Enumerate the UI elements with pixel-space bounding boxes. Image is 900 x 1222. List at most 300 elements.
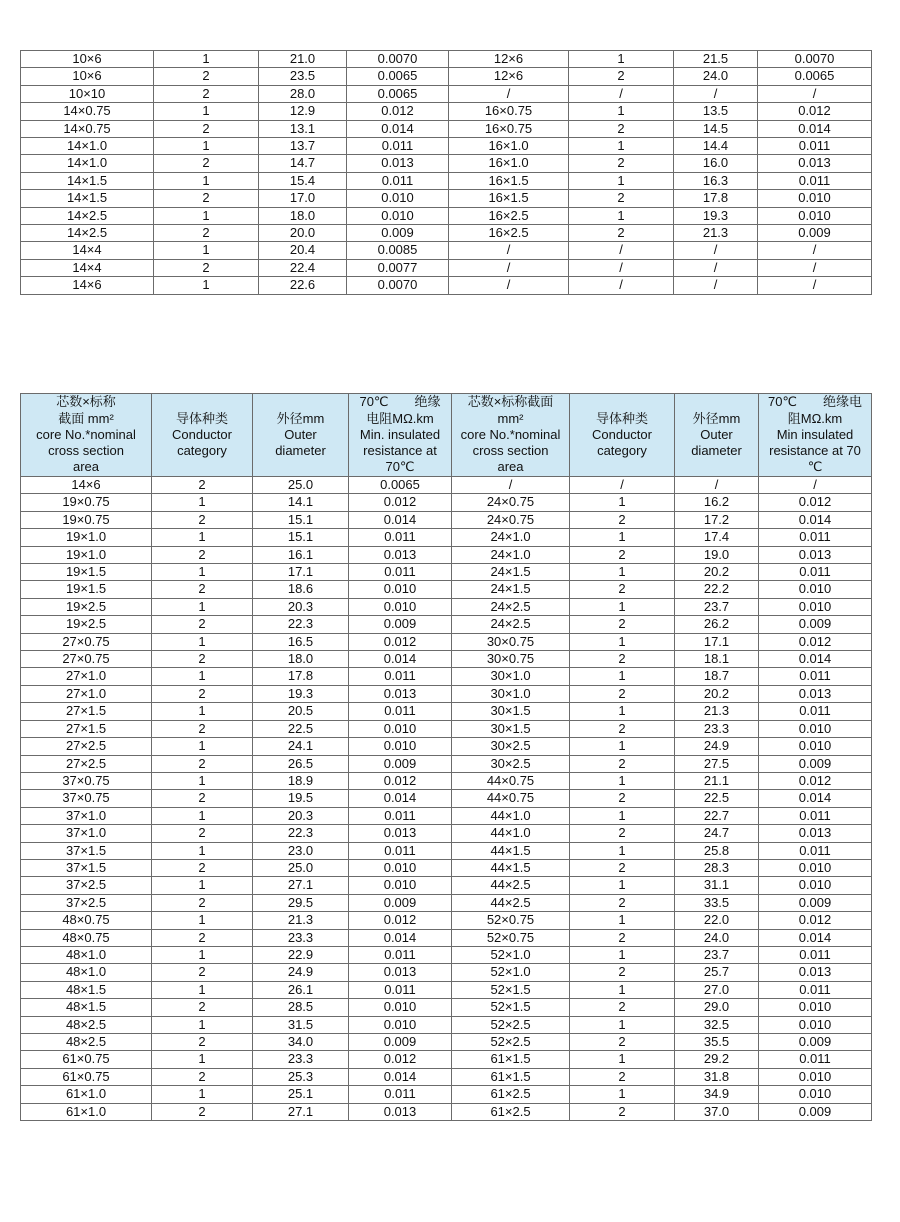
table-cell: 0.011	[759, 981, 872, 998]
table-cell: 23.7	[675, 946, 759, 963]
table-cell: 14×0.75	[21, 120, 154, 137]
table-cell: 1	[152, 564, 253, 581]
table-cell: 16×2.5	[449, 207, 569, 224]
table-cell: 0.0070	[347, 277, 449, 294]
table-row	[21, 720, 872, 737]
table-cell: 25.0	[253, 477, 349, 494]
column-header-line: area	[497, 459, 524, 475]
table-cell: 27×2.5	[21, 738, 152, 755]
table-cell: 2	[152, 859, 253, 876]
column-header-line: diameter	[691, 443, 742, 459]
column-header	[349, 394, 452, 477]
table-row	[21, 564, 872, 581]
table-cell: 2	[570, 1068, 675, 1085]
table-cell: 0.009	[758, 225, 872, 242]
column-header	[452, 394, 570, 477]
column-header-line: ℃	[807, 459, 823, 475]
table-row	[21, 51, 872, 68]
table-cell: 0.014	[347, 120, 449, 137]
table-cell: 2	[152, 964, 253, 981]
table-cell: 22.0	[675, 912, 759, 929]
table-cell: 2	[570, 1103, 675, 1120]
table-row	[21, 225, 872, 242]
table-row	[21, 772, 872, 789]
table-cell: 23.3	[675, 720, 759, 737]
table-cell: 14×4	[21, 259, 154, 276]
table-cell: 2	[570, 511, 675, 528]
table-cell: 1	[152, 598, 253, 615]
table-cell: 0.011	[759, 703, 872, 720]
table-cell: 1	[152, 1051, 253, 1068]
table-cell: 0.013	[349, 1103, 452, 1120]
column-header-line: Min insulated	[776, 426, 854, 442]
table-cell: 44×2.5	[452, 894, 570, 911]
table-cell: 1	[152, 703, 253, 720]
table-cell: 30×2.5	[452, 738, 570, 755]
table-cell: 27.1	[253, 1103, 349, 1120]
table-cell: 24.0	[675, 929, 759, 946]
table-cell: 20.2	[675, 685, 759, 702]
table-cell: 0.009	[759, 755, 872, 772]
table-cell: 61×2.5	[452, 1103, 570, 1120]
table-cell: /	[758, 259, 872, 276]
table-cell: 0.013	[347, 155, 449, 172]
table-cell: 21.3	[675, 703, 759, 720]
table-cell: 16.2	[675, 494, 759, 511]
table-cell: 37×1.5	[21, 842, 152, 859]
column-header-line: 70℃ 绝缘	[359, 394, 441, 410]
table-cell: 0.010	[759, 581, 872, 598]
table-cell: 12×6	[449, 68, 569, 85]
column-header-line: 芯数×标称	[56, 394, 116, 410]
table-cell: 13.7	[259, 138, 347, 155]
table-row	[21, 790, 872, 807]
table-cell: 27.5	[675, 755, 759, 772]
table-cell: 0.011	[349, 529, 452, 546]
table-cell: 23.0	[253, 842, 349, 859]
table-cell: 48×1.5	[21, 999, 152, 1016]
table-cell: 35.5	[675, 1034, 759, 1051]
table-cell: 1	[152, 807, 253, 824]
table-cell: 14×1.5	[21, 190, 154, 207]
table-cell: 2	[152, 511, 253, 528]
table-cell: 0.013	[759, 546, 872, 563]
table-cell: 25.8	[675, 842, 759, 859]
column-header-line: 70℃ 绝缘电	[767, 394, 863, 410]
table-cell: 0.0070	[758, 51, 872, 68]
table-cell: 14×2.5	[21, 225, 154, 242]
table-cell: 23.3	[253, 1051, 349, 1068]
table-cell: 0.013	[759, 685, 872, 702]
table-cell: 24×1.0	[452, 529, 570, 546]
table-cell: 48×1.0	[21, 946, 152, 963]
table-cell: /	[449, 259, 569, 276]
column-header-line: Outer	[284, 426, 317, 442]
table-cell: 1	[570, 981, 675, 998]
table-cell: 18.7	[675, 668, 759, 685]
table-cell: 1	[570, 877, 675, 894]
column-header-line: 外径mm	[692, 410, 741, 426]
table-cell: 2	[154, 190, 259, 207]
table-cell: 37×0.75	[21, 790, 152, 807]
table-cell: 0.010	[759, 1016, 872, 1033]
table-cell: 21.3	[674, 225, 758, 242]
table-cell: 30×0.75	[452, 633, 570, 650]
table-cell: 13.5	[674, 103, 758, 120]
table-row	[21, 120, 872, 137]
table-cell: 0.010	[758, 207, 872, 224]
table-cell: 29.0	[675, 999, 759, 1016]
table-cell: 1	[152, 946, 253, 963]
table-cell: 21.0	[259, 51, 347, 68]
table-cell: 2	[152, 1034, 253, 1051]
table-cell: 21.5	[674, 51, 758, 68]
table-cell: 37×1.0	[21, 825, 152, 842]
table-cell: /	[759, 477, 872, 494]
table-cell: 18.0	[259, 207, 347, 224]
table-cell: 0.012	[349, 1051, 452, 1068]
column-header	[759, 394, 872, 477]
table-cell: /	[570, 477, 675, 494]
column-header-line: resistance at	[363, 443, 437, 459]
table-row	[21, 1051, 872, 1068]
table-cell: 2	[570, 790, 675, 807]
table-row	[21, 581, 872, 598]
table-cell: 27×1.0	[21, 685, 152, 702]
table-cell: 23.7	[675, 598, 759, 615]
table-cell: 16×1.0	[449, 138, 569, 155]
table-cell: 19.3	[674, 207, 758, 224]
table-cell: /	[452, 477, 570, 494]
table-main-body	[21, 477, 872, 1121]
table-cell: 0.0070	[347, 51, 449, 68]
table-cell: 16×1.5	[449, 190, 569, 207]
table-cell: 2	[570, 546, 675, 563]
table-cell: 28.5	[253, 999, 349, 1016]
table-cell: 1	[154, 51, 259, 68]
column-header-line: category	[597, 443, 647, 459]
table-cell: 1	[570, 529, 675, 546]
table-cell: 44×1.0	[452, 825, 570, 842]
table-cell: 44×2.5	[452, 877, 570, 894]
table-cell: 30×1.5	[452, 703, 570, 720]
table-cell: 0.012	[759, 912, 872, 929]
table-cell: 25.7	[675, 964, 759, 981]
table-cell: 0.0065	[347, 85, 449, 102]
table-cell: 0.013	[349, 964, 452, 981]
table-cell: 22.4	[259, 259, 347, 276]
table-cell: 19.0	[675, 546, 759, 563]
table-cell: 17.0	[259, 190, 347, 207]
table-cell: 0.012	[347, 103, 449, 120]
column-header-line: 阻MΩ.km	[787, 410, 843, 426]
table-cell: 0.0085	[347, 242, 449, 259]
table-cell: 0.010	[349, 598, 452, 615]
table-cell: /	[569, 259, 674, 276]
table-cell: 27×0.75	[21, 633, 152, 650]
table-cell: 2	[152, 929, 253, 946]
table-cell: /	[674, 85, 758, 102]
table-cell: 31.1	[675, 877, 759, 894]
table-cell: 0.011	[349, 1086, 452, 1103]
table-row	[21, 1068, 872, 1085]
column-header-line: resistance at 70	[769, 443, 861, 459]
column-header-line: category	[177, 443, 227, 459]
table-cell: 24×0.75	[452, 511, 570, 528]
table-cell: 2	[570, 720, 675, 737]
table-cell: 1	[152, 1016, 253, 1033]
table-cell: 0.010	[759, 720, 872, 737]
table-cell: 29.2	[675, 1051, 759, 1068]
table-row	[21, 981, 872, 998]
table-cell: 48×1.5	[21, 981, 152, 998]
column-header	[675, 394, 759, 477]
table-cell: 1	[570, 738, 675, 755]
table-cell: 0.010	[759, 877, 872, 894]
table-cell: 0.010	[759, 999, 872, 1016]
table-cell: 0.011	[759, 842, 872, 859]
column-header-line: 外径mm	[276, 410, 325, 426]
table-row	[21, 242, 872, 259]
table-cell: 0.014	[349, 511, 452, 528]
table-cell: 16×1.0	[449, 155, 569, 172]
table-cell: 16.5	[253, 633, 349, 650]
table-row	[21, 633, 872, 650]
table-cell: 0.012	[759, 772, 872, 789]
table-cell: 16×0.75	[449, 120, 569, 137]
table-cell: 44×0.75	[452, 790, 570, 807]
table-cell: 26.2	[675, 616, 759, 633]
table-row	[21, 1086, 872, 1103]
table-cell: 2	[152, 1103, 253, 1120]
table-cell: 1	[569, 103, 674, 120]
table-cell: /	[449, 277, 569, 294]
table-cell: 1	[152, 738, 253, 755]
table-cell: 1	[570, 564, 675, 581]
table-cell: 14.7	[259, 155, 347, 172]
table-cell: 22.5	[253, 720, 349, 737]
table-cell: 2	[570, 825, 675, 842]
table-cell: 1	[569, 138, 674, 155]
table-cell: /	[674, 277, 758, 294]
table-cell: 0.011	[759, 668, 872, 685]
cable-spec-table-top	[20, 50, 872, 295]
table-cell: 29.5	[253, 894, 349, 911]
table-cell: 18.9	[253, 772, 349, 789]
column-header	[21, 394, 152, 477]
table-cell: 24.9	[253, 964, 349, 981]
table-cell: 37×1.0	[21, 807, 152, 824]
table-cell: 2	[154, 85, 259, 102]
column-header-line: core No.*nominal	[36, 426, 136, 442]
table-row	[21, 946, 872, 963]
column-header-line: mm²	[497, 410, 524, 426]
table-cell: 1	[154, 172, 259, 189]
column-header-line: cross section	[48, 443, 124, 459]
table-cell: 52×0.75	[452, 929, 570, 946]
table-cell: 10×10	[21, 85, 154, 102]
table-cell: 0.010	[349, 581, 452, 598]
cable-spec-table-main	[20, 393, 872, 1121]
table-cell: 0.011	[349, 703, 452, 720]
table-row	[21, 598, 872, 615]
table-cell: 27×2.5	[21, 755, 152, 772]
table-cell: 0.014	[759, 651, 872, 668]
table-cell: 48×2.5	[21, 1034, 152, 1051]
table-cell: 27×1.5	[21, 720, 152, 737]
table-cell: 24.0	[674, 68, 758, 85]
table-cell: 22.2	[675, 581, 759, 598]
table-cell: 19×1.0	[21, 546, 152, 563]
table-cell: 24×2.5	[452, 598, 570, 615]
table-cell: 0.011	[349, 564, 452, 581]
table-cell: 25.1	[253, 1086, 349, 1103]
table-cell: /	[758, 242, 872, 259]
table-cell: 2	[570, 685, 675, 702]
table-cell: 28.0	[259, 85, 347, 102]
table-cell: 22.3	[253, 825, 349, 842]
table-cell: 1	[570, 842, 675, 859]
table-cell: 20.5	[253, 703, 349, 720]
table-cell: 2	[152, 685, 253, 702]
table-row	[21, 1103, 872, 1120]
table-cell: 22.3	[253, 616, 349, 633]
table-top-body	[21, 51, 872, 295]
table-cell: 0.013	[759, 964, 872, 981]
table-cell: 0.013	[349, 546, 452, 563]
table-cell: 10×6	[21, 68, 154, 85]
table-cell: 24×0.75	[452, 494, 570, 511]
table-cell: 24.9	[675, 738, 759, 755]
table-cell: 0.012	[349, 772, 452, 789]
table-cell: 2	[570, 616, 675, 633]
table-cell: 0.014	[349, 790, 452, 807]
table-row	[21, 138, 872, 155]
header-row	[21, 394, 872, 477]
table-cell: 17.4	[675, 529, 759, 546]
table-cell: 0.014	[349, 929, 452, 946]
table-cell: 1	[154, 242, 259, 259]
table-cell: 18.1	[675, 651, 759, 668]
table-cell: 10×6	[21, 51, 154, 68]
table-cell: 0.011	[759, 564, 872, 581]
table-cell: 61×0.75	[21, 1051, 152, 1068]
table-cell: 24.1	[253, 738, 349, 755]
table-cell: 1	[152, 912, 253, 929]
table-cell: 14.5	[674, 120, 758, 137]
table-cell: 14×2.5	[21, 207, 154, 224]
table-cell: 19×1.0	[21, 529, 152, 546]
table-row	[21, 1016, 872, 1033]
table-cell: 52×2.5	[452, 1034, 570, 1051]
table-cell: 0.010	[349, 738, 452, 755]
table-cell: 0.012	[759, 633, 872, 650]
table-cell: 0.014	[758, 120, 872, 137]
table-row	[21, 172, 872, 189]
table-row	[21, 668, 872, 685]
column-header-line: 70℃	[385, 459, 415, 475]
table-cell: 2	[570, 999, 675, 1016]
table-cell: 2	[569, 225, 674, 242]
table-cell: 0.014	[759, 511, 872, 528]
table-cell: 16×1.5	[449, 172, 569, 189]
table-cell: 19×1.5	[21, 581, 152, 598]
table-cell: 31.5	[253, 1016, 349, 1033]
table-cell: 31.8	[675, 1068, 759, 1085]
table-cell: 0.011	[758, 138, 872, 155]
table-cell: 1	[570, 807, 675, 824]
table-cell: 30×0.75	[452, 651, 570, 668]
table-cell: 14×6	[21, 477, 152, 494]
table-cell: 27×1.0	[21, 668, 152, 685]
table-cell: 1	[152, 1086, 253, 1103]
table-cell: 2	[152, 546, 253, 563]
table-cell: 61×2.5	[452, 1086, 570, 1103]
column-header-line: Min. insulated	[359, 426, 441, 442]
table-cell: 0.011	[758, 172, 872, 189]
table-cell: 44×0.75	[452, 772, 570, 789]
table-cell: 14×1.0	[21, 155, 154, 172]
table-cell: /	[569, 242, 674, 259]
table-cell: 15.1	[253, 511, 349, 528]
table-cell: 2	[152, 581, 253, 598]
table-cell: 20.4	[259, 242, 347, 259]
table-cell: 1	[570, 946, 675, 963]
table-cell: 44×1.5	[452, 842, 570, 859]
table-cell: 0.014	[349, 651, 452, 668]
table-cell: 0.012	[349, 912, 452, 929]
table-cell: 27.1	[253, 877, 349, 894]
table-cell: 1	[569, 51, 674, 68]
table-cell: /	[758, 85, 872, 102]
table-cell: 18.6	[253, 581, 349, 598]
table-cell: 16×2.5	[449, 225, 569, 242]
table-cell: 0.010	[758, 190, 872, 207]
table-row	[21, 738, 872, 755]
table-cell: 1	[570, 494, 675, 511]
table-cell: 30×1.0	[452, 668, 570, 685]
table-cell: /	[675, 477, 759, 494]
table-cell: 0.011	[349, 842, 452, 859]
table-cell: 1	[152, 981, 253, 998]
table-row	[21, 685, 872, 702]
table-cell: 0.012	[759, 494, 872, 511]
table-cell: 20.3	[253, 598, 349, 615]
table-cell: 14.4	[674, 138, 758, 155]
table-cell: 1	[152, 494, 253, 511]
table-cell: 13.1	[259, 120, 347, 137]
table-cell: 2	[154, 259, 259, 276]
table-cell: 19×1.5	[21, 564, 152, 581]
table-row	[21, 207, 872, 224]
table-row	[21, 494, 872, 511]
table-row	[21, 877, 872, 894]
table-cell: 1	[570, 598, 675, 615]
table-cell: 17.2	[675, 511, 759, 528]
table-cell: 14×0.75	[21, 103, 154, 120]
table-cell: 1	[569, 207, 674, 224]
table-cell: 2	[152, 1068, 253, 1085]
table-row	[21, 929, 872, 946]
table-cell: 1	[570, 1086, 675, 1103]
table-row	[21, 894, 872, 911]
table-cell: 0.011	[349, 981, 452, 998]
table-cell: 2	[152, 999, 253, 1016]
column-header-line: Outer	[700, 426, 733, 442]
table-cell: 0.009	[759, 1034, 872, 1051]
column-header-line: 芯数×标称截面	[467, 394, 554, 410]
table-cell: 52×1.0	[452, 946, 570, 963]
